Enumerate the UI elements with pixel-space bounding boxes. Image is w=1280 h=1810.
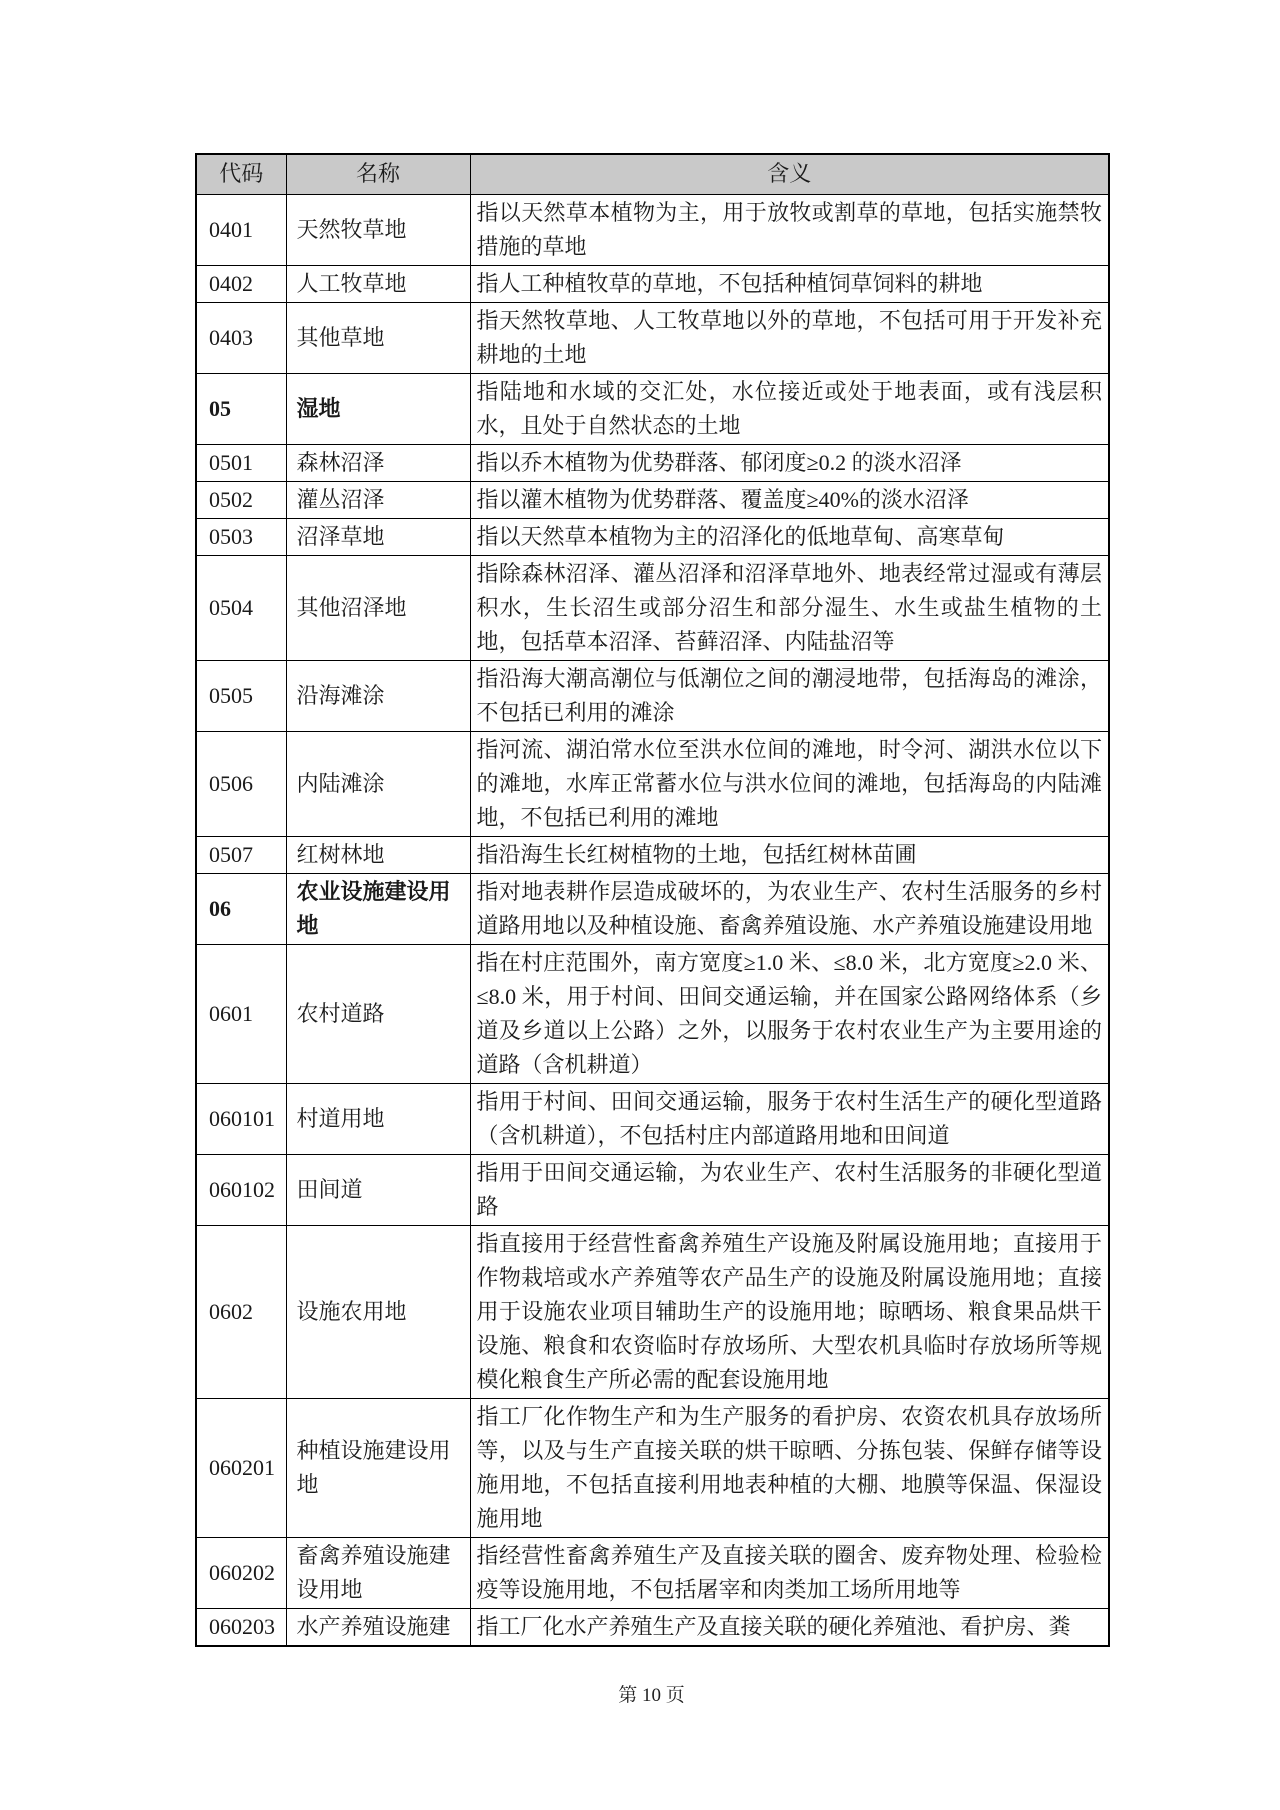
table-row bbox=[196, 481, 1109, 518]
table-row bbox=[196, 1398, 1109, 1537]
table-row bbox=[196, 1608, 1109, 1646]
table-row bbox=[196, 555, 1109, 660]
table-row bbox=[196, 1225, 1109, 1398]
table-row bbox=[196, 944, 1109, 1083]
code-cell: 060202 bbox=[196, 1537, 286, 1608]
code-cell: 05 bbox=[196, 373, 286, 444]
table-row bbox=[196, 518, 1109, 555]
name-cell: 设施农用地 bbox=[286, 1225, 470, 1398]
meaning-cell: 指对地表耕作层造成破坏的，为农业生产、农村生活服务的乡村道路用地以及种植设施、畜禽养殖设施、水产养殖设施建设用地 bbox=[470, 873, 1109, 944]
meaning-cell: 指工厂化作物生产和为生产服务的看护房、农资农机具存放场所等，以及与生产直接关联的烘干晾晒、分拣包装、保鲜存储等设施用地，不包括直接利用地表种植的大棚、地膜等保温、保湿设施用地 bbox=[470, 1398, 1109, 1537]
meaning-cell: 指人工种植牧草的草地，不包括种植饲草饲料的耕地 bbox=[470, 265, 1109, 302]
column-header-name: 名称 bbox=[286, 154, 470, 194]
table-row bbox=[196, 373, 1109, 444]
name-cell: 田间道 bbox=[286, 1154, 470, 1225]
table-row bbox=[196, 265, 1109, 302]
code-cell: 0601 bbox=[196, 944, 286, 1083]
table-row bbox=[196, 302, 1109, 373]
meaning-cell: 指沿海大潮高潮位与低潮位之间的潮浸地带，包括海岛的滩涂，不包括已利用的滩涂 bbox=[470, 660, 1109, 731]
land-use-classification-table bbox=[195, 153, 1110, 1647]
column-header-meaning: 含义 bbox=[470, 154, 1109, 194]
meaning-cell: 指在村庄范围外，南方宽度≥1.0 米、≤8.0 米，北方宽度≥2.0 米、≤8.0 米，用于村间、田间交通运输，并在国家公路网络体系（乡道及乡道以上公路）之外，以服务于农村农业生产为主要用途的道路（含机耕道） bbox=[470, 944, 1109, 1083]
meaning-cell: 指直接用于经营性畜禽养殖生产设施及附属设施用地；直接用于作物栽培或水产养殖等农产品生产的设施及附属设施用地；直接用于设施农业项目辅助生产的设施用地；晾晒场、粮食果品烘干设施、粮食和农资临时存放场所、大型农机具临时存放场所等规模化粮食生产所必需的配套设施用地 bbox=[470, 1225, 1109, 1398]
code-cell: 060203 bbox=[196, 1608, 286, 1646]
name-cell: 其他沼泽地 bbox=[286, 555, 470, 660]
table-row bbox=[196, 731, 1109, 836]
meaning-cell: 指除森林沼泽、灌丛沼泽和沼泽草地外、地表经常过湿或有薄层积水，生长沼生或部分沼生和部分湿生、水生或盐生植物的土地，包括草本沼泽、苔藓沼泽、内陆盐沼等 bbox=[470, 555, 1109, 660]
name-cell: 灌丛沼泽 bbox=[286, 481, 470, 518]
name-cell: 沿海滩涂 bbox=[286, 660, 470, 731]
code-cell: 0501 bbox=[196, 444, 286, 481]
code-cell: 0401 bbox=[196, 194, 286, 265]
page-number: 第 10 页 bbox=[618, 1685, 685, 1706]
table-row bbox=[196, 444, 1109, 481]
code-cell: 0602 bbox=[196, 1225, 286, 1398]
meaning-cell: 指沿海生长红树植物的土地，包括红树林苗圃 bbox=[470, 836, 1109, 873]
code-cell: 060201 bbox=[196, 1398, 286, 1537]
name-cell: 内陆滩涂 bbox=[286, 731, 470, 836]
name-cell: 村道用地 bbox=[286, 1083, 470, 1154]
meaning-cell: 指用于田间交通运输，为农业生产、农村生活服务的非硬化型道路 bbox=[470, 1154, 1109, 1225]
table-row bbox=[196, 873, 1109, 944]
name-cell: 湿地 bbox=[286, 373, 470, 444]
table-body bbox=[196, 194, 1109, 1646]
meaning-cell: 指河流、湖泊常水位至洪水位间的滩地，时令河、湖洪水位以下的滩地，水库正常蓄水位与洪水位间的滩地，包括海岛的内陆滩地，不包括已利用的滩地 bbox=[470, 731, 1109, 836]
meaning-cell: 指天然牧草地、人工牧草地以外的草地，不包括可用于开发补充耕地的土地 bbox=[470, 302, 1109, 373]
table-header-row bbox=[196, 154, 1109, 194]
table-row bbox=[196, 1537, 1109, 1608]
name-cell: 沼泽草地 bbox=[286, 518, 470, 555]
table-row bbox=[196, 194, 1109, 265]
name-cell: 森林沼泽 bbox=[286, 444, 470, 481]
code-cell: 0507 bbox=[196, 836, 286, 873]
code-cell: 0504 bbox=[196, 555, 286, 660]
name-cell: 天然牧草地 bbox=[286, 194, 470, 265]
column-header-code: 代码 bbox=[196, 154, 286, 194]
code-cell: 0506 bbox=[196, 731, 286, 836]
name-cell: 种植设施建设用地 bbox=[286, 1398, 470, 1537]
meaning-cell: 指经营性畜禽养殖生产及直接关联的圈舍、废弃物处理、检验检疫等设施用地，不包括屠宰和肉类加工场所用地等 bbox=[470, 1537, 1109, 1608]
name-cell: 农村道路 bbox=[286, 944, 470, 1083]
name-cell: 人工牧草地 bbox=[286, 265, 470, 302]
name-cell: 水产养殖设施建 bbox=[286, 1608, 470, 1646]
name-cell: 其他草地 bbox=[286, 302, 470, 373]
table-row bbox=[196, 1154, 1109, 1225]
code-cell: 060102 bbox=[196, 1154, 286, 1225]
name-cell: 畜禽养殖设施建设用地 bbox=[286, 1537, 470, 1608]
code-cell: 0403 bbox=[196, 302, 286, 373]
meaning-cell: 指以乔木植物为优势群落、郁闭度≥0.2 的淡水沼泽 bbox=[470, 444, 1109, 481]
meaning-cell: 指陆地和水域的交汇处，水位接近或处于地表面，或有浅层积水，且处于自然状态的土地 bbox=[470, 373, 1109, 444]
code-cell: 0503 bbox=[196, 518, 286, 555]
meaning-cell: 指用于村间、田间交通运输，服务于农村生活生产的硬化型道路（含机耕道），不包括村庄内部道路用地和田间道 bbox=[470, 1083, 1109, 1154]
code-cell: 0402 bbox=[196, 265, 286, 302]
meaning-cell: 指工厂化水产养殖生产及直接关联的硬化养殖池、看护房、粪 bbox=[470, 1608, 1109, 1646]
code-cell: 0502 bbox=[196, 481, 286, 518]
meaning-cell: 指以天然草本植物为主的沼泽化的低地草甸、高寒草甸 bbox=[470, 518, 1109, 555]
meaning-cell: 指以天然草本植物为主，用于放牧或割草的草地，包括实施禁牧措施的草地 bbox=[470, 194, 1109, 265]
code-cell: 0505 bbox=[196, 660, 286, 731]
table-row bbox=[196, 836, 1109, 873]
table-row bbox=[196, 660, 1109, 731]
code-cell: 06 bbox=[196, 873, 286, 944]
table-row bbox=[196, 1083, 1109, 1154]
name-cell: 农业设施建设用地 bbox=[286, 873, 470, 944]
name-cell: 红树林地 bbox=[286, 836, 470, 873]
meaning-cell: 指以灌木植物为优势群落、覆盖度≥40%的淡水沼泽 bbox=[470, 481, 1109, 518]
code-cell: 060101 bbox=[196, 1083, 286, 1154]
